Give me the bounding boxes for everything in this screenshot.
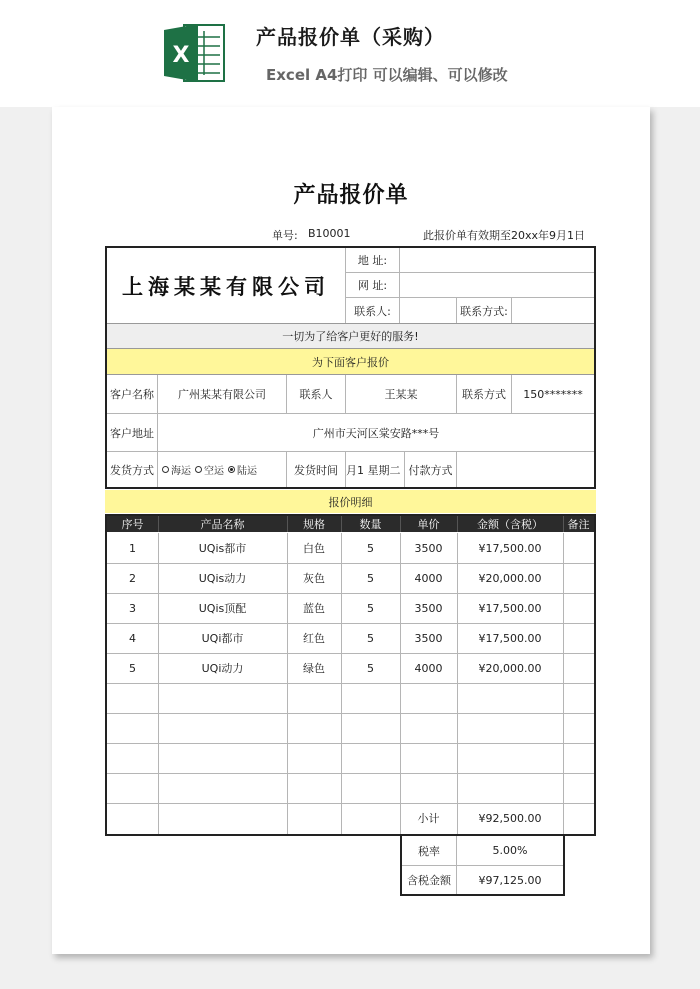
website-label: 网 址: [357,279,388,292]
table-header-cell: 备注 [567,518,590,531]
ship-method-radios [158,452,286,487]
table-cell[interactable]: 5 [367,571,374,585]
radio-land-icon[interactable] [228,466,235,473]
customer-name-value[interactable]: 广州某某有限公司 [178,388,266,401]
address-field[interactable] [400,248,594,272]
table-cell[interactable]: 3500 [414,541,443,555]
details-banner: 报价明细 [105,490,596,513]
row-divider [107,683,594,684]
radio-sea-icon[interactable] [162,466,169,473]
header-divider [341,516,342,532]
header-divider [457,516,458,532]
table-cell[interactable]: ¥17,500.00 [478,601,542,615]
table-cell[interactable] [563,653,594,683]
table-cell[interactable] [563,593,594,623]
table-cell[interactable] [563,563,594,593]
subtotal-label: 小计 [417,812,440,825]
page-subtitle: Excel A4打印 可以编辑、可以修改 [266,66,508,84]
customer-contact-label: 联系人 [299,388,333,401]
radio-air-icon[interactable] [195,466,202,473]
number-value: B10001 [308,227,351,240]
customer-name-label: 客户名称 [110,388,154,401]
table-cell[interactable]: UQis都市 [198,542,247,555]
validity-text: 此报价单有效期至20xx年9月1日 [423,229,586,242]
table-cell[interactable] [563,533,594,563]
company-name: 上海某某有限公司 [122,273,330,299]
table-cell[interactable]: 5 [367,661,374,675]
document-title: 产品报价单 [293,183,409,208]
customer-phone-label: 联系方式 [462,388,506,401]
ship-method-label: 发货方式 [110,463,154,477]
svg-text:X: X [172,43,190,68]
table-header-cell: 产品名称 [200,518,245,531]
radio-air-label: 空运 [204,466,224,477]
table-cell[interactable]: 4000 [414,661,443,675]
tax-label: 税率 [418,844,440,858]
table-cell[interactable]: ¥17,500.00 [478,541,542,555]
table-cell[interactable]: 绿色 [303,662,325,675]
subtotal-value[interactable]: ¥92,500.00 [478,811,542,825]
contact-method-label: 联系方式: [460,304,508,318]
page-title: 产品报价单（采购） [256,25,445,49]
table-cell[interactable]: 白色 [303,542,325,555]
contact-method-field[interactable] [512,298,594,323]
table-cell[interactable]: 红色 [303,632,325,645]
table-cell[interactable]: ¥20,000.00 [478,661,542,675]
tax-value[interactable]: 5.00% [492,844,528,857]
total-label: 含税金额 [407,874,451,887]
slogan: 一切为了给客户更好的服务! [107,324,594,348]
table-cell[interactable]: ¥17,500.00 [478,631,542,645]
table-header-cell: 规格 [303,518,325,531]
table-cell[interactable] [563,623,594,653]
row-divider [107,743,594,744]
customer-phone-value[interactable]: 150******* [523,387,583,401]
customer-contact-value[interactable]: 王某某 [384,388,418,401]
table-cell[interactable]: 5 [367,631,374,645]
row-divider [107,713,594,714]
address-label: 地 址: [357,254,388,267]
table-cell[interactable]: 灰色 [303,572,325,585]
row-divider [107,773,594,774]
customer-address-label: 客户地址 [110,426,154,440]
table-cell[interactable]: 蓝色 [303,602,325,615]
header-divider [400,516,401,532]
table-cell[interactable]: 5 [367,601,374,615]
table-cell[interactable]: 1 [129,541,136,555]
table-cell[interactable]: UQi都市 [201,632,244,645]
customer-address-value[interactable]: 广州市天河区棠安路***号 [312,426,440,440]
table-header-cell: 金额（含税） [477,518,543,531]
table-header-cell: 序号 [121,518,144,531]
contact-field[interactable] [400,298,456,323]
payment-value[interactable] [457,452,594,487]
radio-land-label: 陆运 [237,466,257,477]
table-cell[interactable]: 4 [129,631,136,645]
header-divider [287,516,288,532]
table-cell[interactable]: 4000 [414,571,443,585]
header-divider [158,516,159,532]
table-header-cell: 数量 [359,518,382,531]
table-cell[interactable]: ¥20,000.00 [478,571,542,585]
excel-icon [162,21,228,85]
table-header-cell: 单价 [417,518,440,531]
table-cell[interactable]: 3500 [414,631,443,645]
table-cell[interactable]: 5 [129,661,136,675]
table-cell[interactable]: UQi动力 [201,662,244,675]
header-divider [563,516,564,532]
radio-sea-label: 海运 [171,466,191,477]
table-cell[interactable]: 2 [129,571,136,585]
table-cell[interactable]: UQis动力 [198,572,247,585]
ship-time-label: 发货时间 [294,463,338,477]
payment-label: 付款方式 [408,463,453,477]
website-field[interactable] [400,273,594,297]
contact-label: 联系人: [354,304,391,318]
ship-time-value[interactable]: 月1 星期二 [346,463,401,477]
table-cell[interactable]: UQis顶配 [198,602,247,615]
number-label: 单号: [272,229,298,242]
table-cell[interactable]: 3500 [414,601,443,615]
quote-banner: 为下面客户报价 [107,349,594,374]
total-value[interactable]: ¥97,125.00 [478,873,542,887]
table-cell[interactable]: 5 [367,541,374,555]
table-cell[interactable]: 3 [129,601,136,615]
